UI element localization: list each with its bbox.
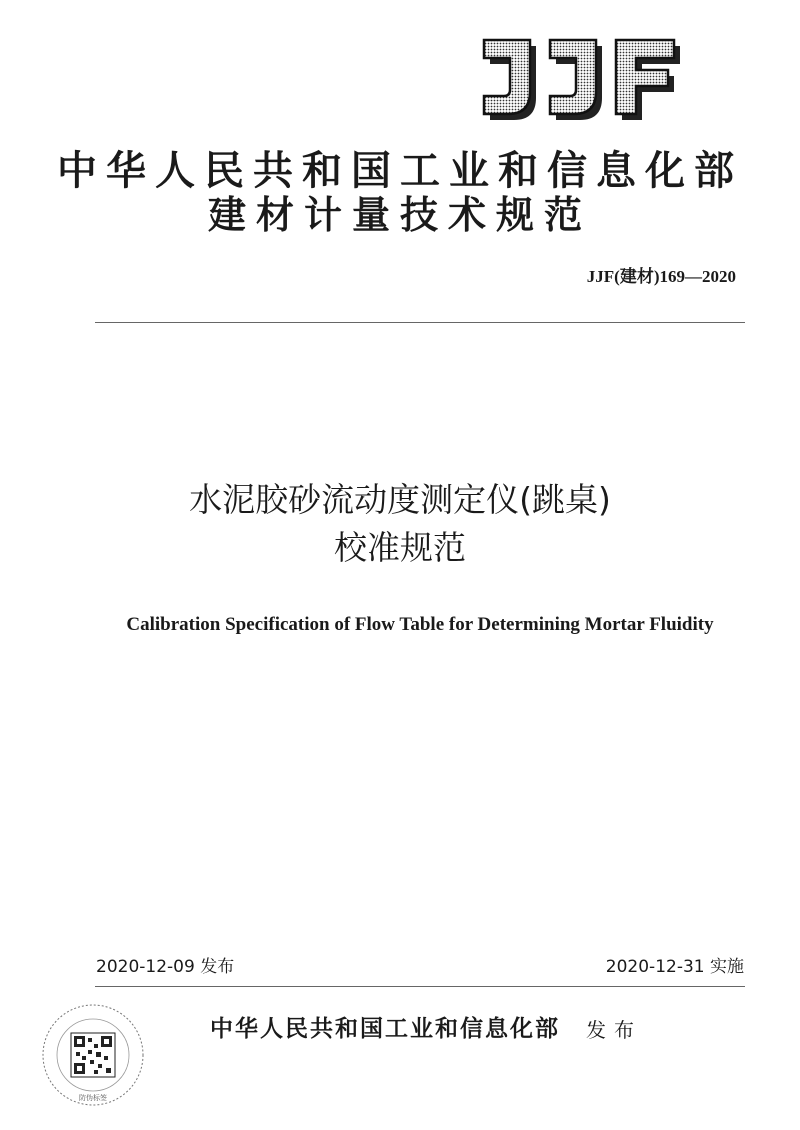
chinese-title-line1: 水泥胶砂流动度测定仪(跳桌) [189, 480, 611, 519]
seal-text: 防伪标签 [79, 1094, 107, 1102]
implementation-date: 2020-12-31 实施 [605, 957, 744, 977]
chinese-title [0, 476, 800, 572]
issuing-authority: 中华人民共和国工业和信息化部 [210, 1015, 560, 1042]
ministry-title: 中华人民共和国工业和信息化部 [57, 147, 743, 194]
top-divider [95, 322, 745, 323]
standard-number: JJF(建材)169—2020 [586, 267, 736, 286]
issue-label: 发布 [586, 1018, 642, 1042]
issue-date: 2020-12-09 发布 [96, 957, 235, 977]
english-title: Calibration Specification of Flow Table for Determining Mortar Fluidity [126, 614, 714, 635]
anti-counterfeit-seal [38, 1000, 148, 1110]
series-title: 建材计量技术规范 [207, 192, 592, 237]
bottom-divider [95, 986, 745, 987]
jjf-logo [478, 36, 684, 122]
chinese-title-line2: 校准规范 [334, 528, 466, 567]
